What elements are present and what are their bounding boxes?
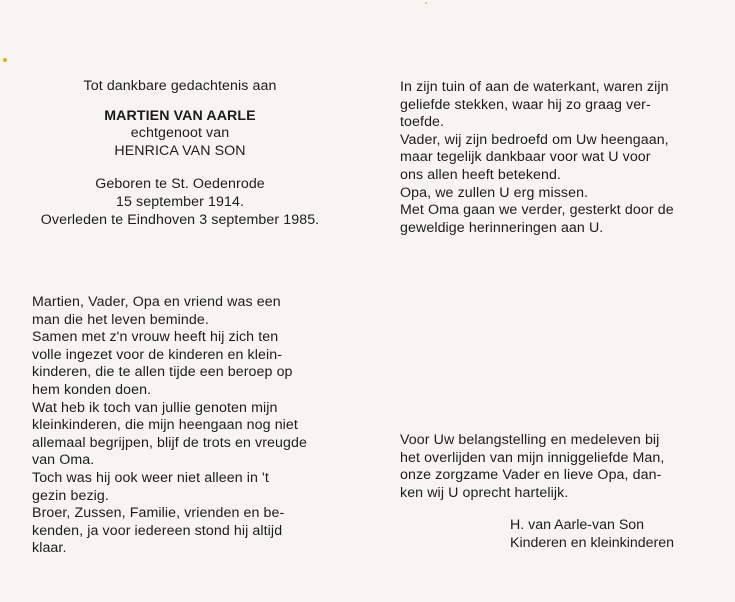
tribute-line: kleinkinderen, die mijn heengaan nog niet	[32, 417, 298, 434]
header-block	[30, 78, 330, 229]
remembrance-line: maar tegelijk dankbaar voor wat U voor	[400, 149, 651, 166]
remembrance-line: Opa, we zullen U erg missen.	[400, 184, 589, 201]
remembrance-line: geweldige herinneringen aan U.	[400, 219, 604, 236]
dedication-line: Tot dankbare gedachtenis aan	[83, 78, 277, 94]
tribute-line: man die het leven beminde.	[32, 311, 209, 328]
thanks-line: het overlijden van mijn inniggeliefde Man,	[400, 449, 665, 466]
born-place-line: Geboren te St. Oedenrode	[95, 176, 265, 193]
print-speck	[425, 2, 427, 4]
tribute-paragraph	[32, 294, 325, 558]
tribute-line: kinderen, die te allen tijde een beroep op	[32, 364, 293, 381]
print-speck	[3, 58, 7, 62]
tribute-line: Martien, Vader, Opa en vriend was een	[32, 294, 281, 310]
tribute-line: kenden, ja voor iedereen stond hij altijd	[32, 522, 283, 539]
tribute-line: Wat heb ik toch van jullie genoten mijn	[32, 399, 278, 416]
remembrance-line: Met Oma gaan we verder, gesterkt door de	[400, 202, 674, 219]
remembrance-line: toefde.	[400, 114, 445, 131]
tribute-line: van Oma.	[32, 452, 95, 469]
spacer	[30, 160, 330, 176]
thanks-line: onze zorgzame Vader en lieve Opa, dan-	[400, 467, 662, 484]
remembrance-line: geliefde stekken, waar hij zo graag ver-	[400, 96, 651, 113]
signature-family: Kinderen en kleinkinderen	[510, 534, 675, 551]
signature-name: H. van Aarle-van Son	[510, 517, 645, 533]
tribute-line: volle ingezet voor de kinderen en klein-	[32, 346, 283, 363]
tribute-line: hem konden doen.	[32, 381, 152, 398]
signature-block	[510, 517, 674, 552]
born-date-line: 15 september 1914.	[116, 193, 244, 210]
spouse-name: HENRICA VAN SON	[114, 142, 246, 159]
tribute-line: Samen met z'n vrouw heeft hij zich ten	[32, 329, 279, 346]
thanks-line: ken wij U oprecht hartelijk.	[400, 484, 569, 501]
tribute-line: allemaal begrijpen, blijf de trots en vreugde	[32, 434, 308, 451]
deceased-name: MARTIEN VAN AARLE	[104, 107, 256, 124]
tribute-line: gezin bezig.	[32, 487, 109, 504]
died-line: Overleden te Eindhoven 3 september 1985.	[40, 211, 320, 228]
remembrance-line: ons allen heeft betekend.	[400, 166, 562, 183]
thanks-paragraph	[400, 432, 694, 502]
tribute-line: Broer, Zussen, Familie, vrienden en be-	[32, 505, 285, 522]
thanks-line: Voor Uw belangstelling en medeleven bij	[400, 432, 660, 448]
relation-line: echtgenoot van	[130, 125, 230, 142]
remembrance-line: Vader, wij zijn bedroefd om Uw heengaan,	[400, 131, 669, 148]
remembrance-line: In zijn tuin of aan de waterkant, waren zijn	[400, 79, 669, 95]
tribute-line: Toch was hij ook weer niet alleen in 't	[32, 469, 269, 486]
remembrance-paragraph	[400, 79, 694, 237]
tribute-line: klaar.	[32, 540, 67, 557]
